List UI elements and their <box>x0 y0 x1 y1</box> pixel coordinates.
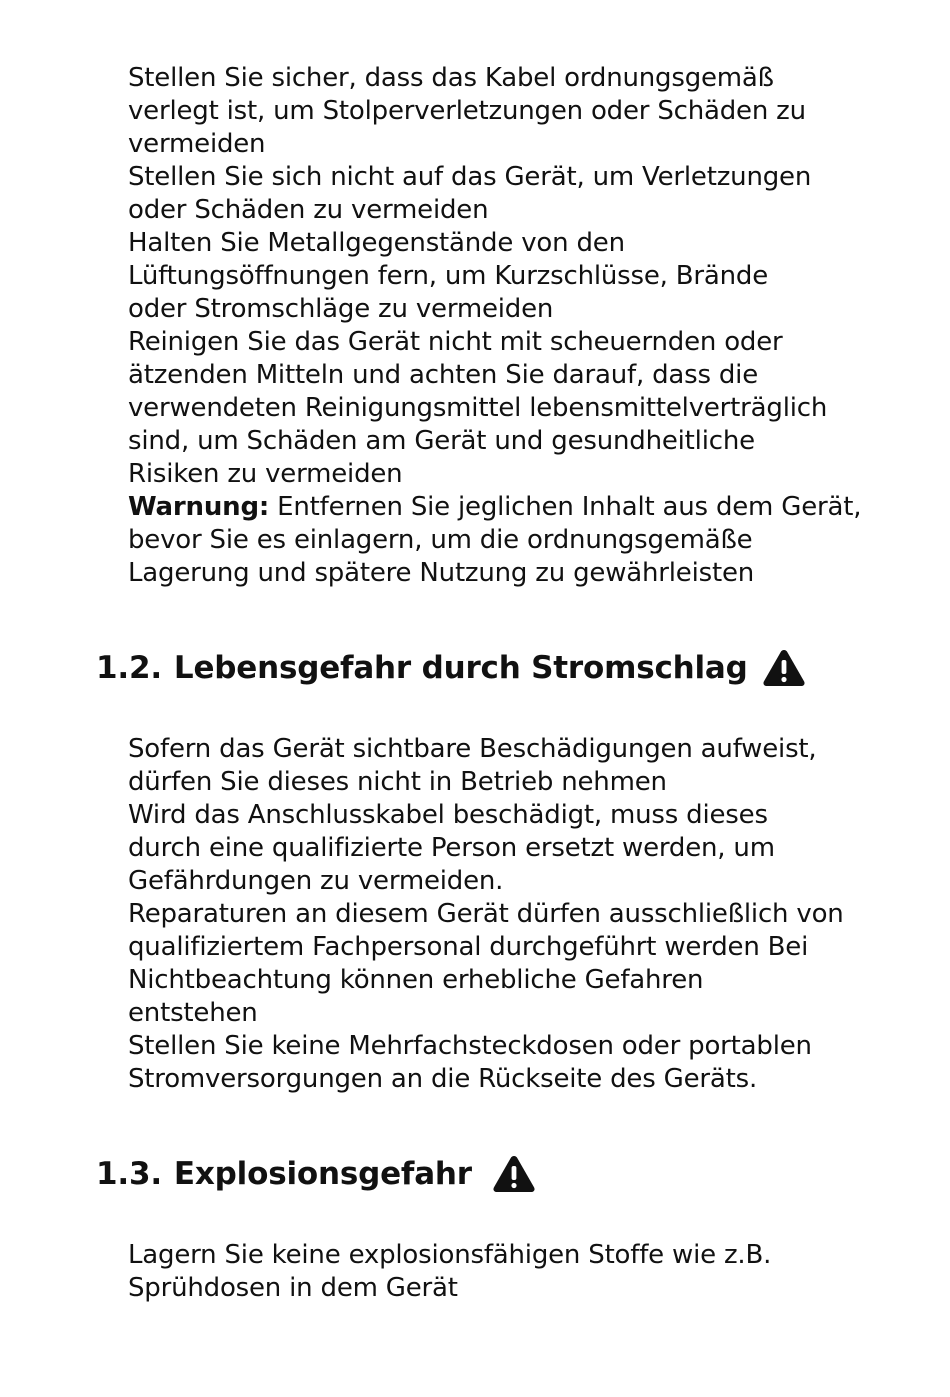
text-line: Stromversorgungen an die Rückseite des Geräts. <box>128 1064 758 1094</box>
text-line: Reinigen Sie das Gerät nicht mit scheuernden oder <box>128 327 783 357</box>
text-line: Risiken zu vermeiden <box>128 459 403 489</box>
text-line: qualifiziertem Fachpersonal durchgeführt werden Bei <box>128 932 809 962</box>
section-title: Explosionsgefahr <box>173 1156 472 1192</box>
text-line: Sofern das Gerät sichtbare Beschädigungen aufweist, <box>128 734 817 764</box>
text-line: dürfen Sie dieses nicht in Betrieb nehmen <box>128 767 667 797</box>
section-heading-1-3 <box>96 1154 536 1194</box>
section-number: 1.2. <box>96 650 162 686</box>
text-line: Stellen Sie keine Mehrfachsteckdosen oder portablen <box>128 1031 812 1061</box>
text-line: oder Stromschläge zu vermeiden <box>128 294 554 324</box>
text-line: Reparaturen an diesem Gerät dürfen ausschließlich von <box>128 899 844 929</box>
warning-label: Warnung: <box>128 492 270 522</box>
section-heading-1-2 <box>96 648 806 688</box>
text-line: verwendeten Reinigungsmittel lebensmittelverträglich <box>128 393 828 423</box>
text-line: oder Schäden zu vermeiden <box>128 195 489 225</box>
section-number: 1.3. <box>96 1156 162 1192</box>
warning-triangle-icon <box>492 1154 536 1194</box>
text-line: verlegt ist, um Stolperverletzungen oder Schäden zu <box>128 96 806 126</box>
text-line: bevor Sie es einlagern, um die ordnungsgemäße <box>128 525 753 555</box>
section-title: Lebensgefahr durch Stromschlag <box>173 650 748 686</box>
text-line: vermeiden <box>128 129 266 159</box>
text-line: Stellen Sie sich nicht auf das Gerät, um Verletzungen <box>128 162 812 192</box>
safety-instructions-block <box>128 62 908 590</box>
warning-line <box>128 491 908 524</box>
section-body-1-3 <box>128 1239 908 1305</box>
warning-triangle-icon <box>762 648 806 688</box>
text-line: Wird das Anschlusskabel beschädigt, muss dieses <box>128 800 768 830</box>
text-line: sind, um Schäden am Gerät und gesundheitliche <box>128 426 755 456</box>
text-line: Stellen Sie sicher, dass das Kabel ordnungsgemäß <box>128 63 774 93</box>
text-line: Lagern Sie keine explosionsfähigen Stoffe wie z.B. <box>128 1240 772 1270</box>
text-line: Sprühdosen in dem Gerät <box>128 1273 458 1303</box>
text-line: Lagerung und spätere Nutzung zu gewährleisten <box>128 558 755 588</box>
text-line: durch eine qualifizierte Person ersetzt werden, um <box>128 833 775 863</box>
text-line: Halten Sie Metallgegenstände von den <box>128 228 625 258</box>
warning-text: Entfernen Sie jeglichen Inhalt aus dem Gerät, <box>269 492 862 522</box>
section-body-1-2 <box>128 733 908 1096</box>
text-line: ätzenden Mitteln und achten Sie darauf, dass die <box>128 360 758 390</box>
text-line: Lüftungsöffnungen fern, um Kurzschlüsse, Brände <box>128 261 769 291</box>
text-line: entstehen <box>128 998 258 1028</box>
text-line: Gefährdungen zu vermeiden. <box>128 866 504 896</box>
text-line: Nichtbeachtung können erhebliche Gefahren <box>128 965 704 995</box>
